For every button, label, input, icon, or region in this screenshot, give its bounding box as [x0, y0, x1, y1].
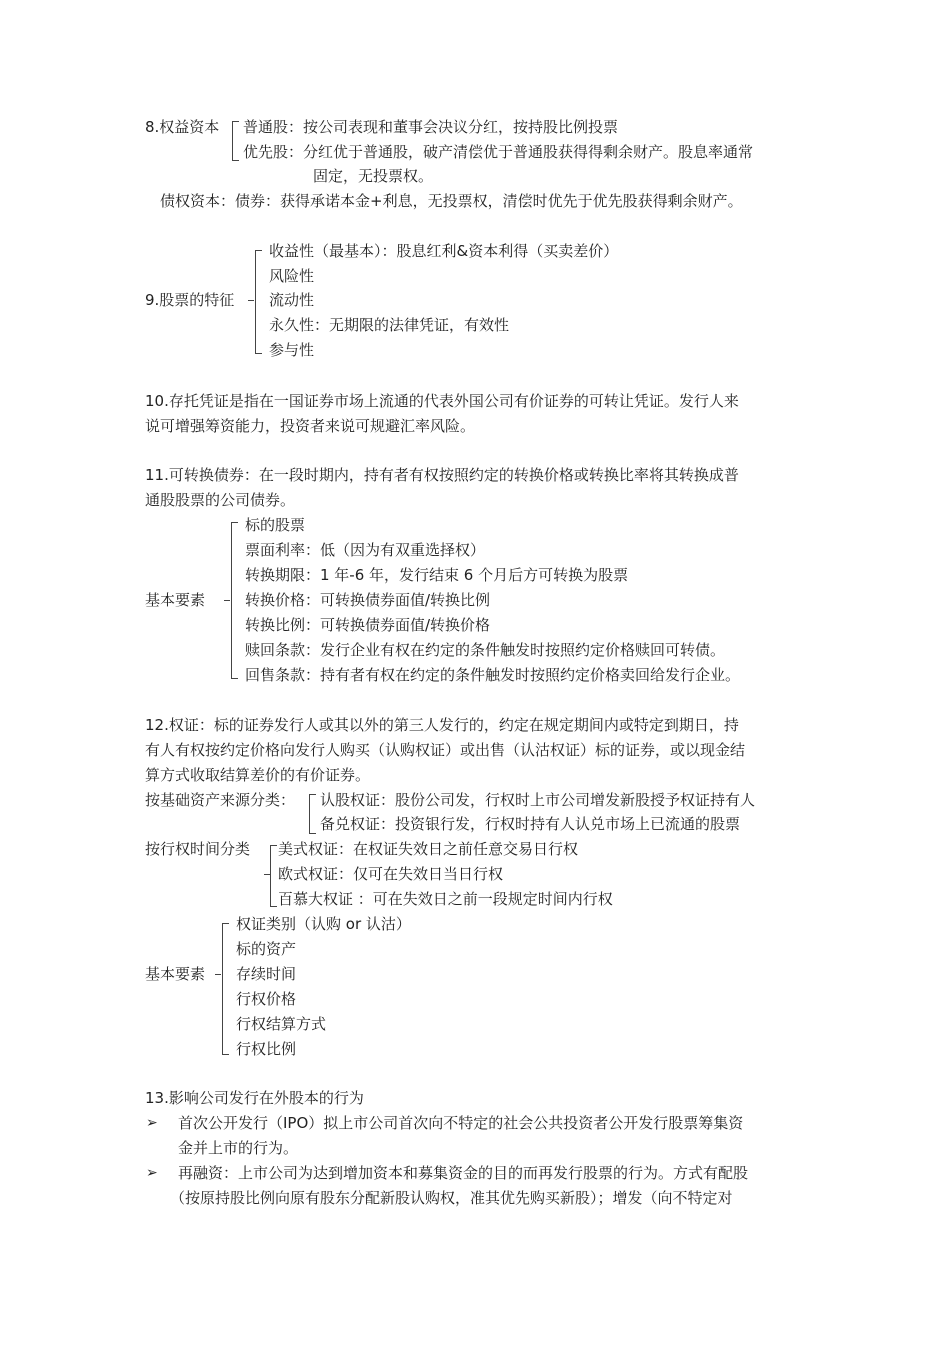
s11-item: 转换比例：可转换债券面值/转换价格: [245, 616, 491, 634]
s8-heading: 8.权益资本: [145, 118, 220, 136]
s11-item: 赎回条款：发行企业有权在约定的条件触发时按照约定价格赎回可转债。: [245, 641, 726, 659]
s11-item: 票面利率：低（因为有双重选择权）: [245, 541, 486, 559]
s12-line-2: 有人有权按约定价格向发行人购买（认购权证）或出售（认沽权证）标的证券，或以现金结: [145, 741, 746, 759]
s12-time-brace: [270, 845, 277, 907]
s8-preferred-stock: 优先股：分红优于普通股，破产清偿优于普通股获得得剩余财产。股息率通常: [243, 143, 754, 161]
s13-bullet-1-line-2: 金并上市的行为。: [178, 1139, 299, 1157]
s12-element-item: 行权价格: [236, 990, 297, 1008]
s12-line-1: 12.权证：标的证券发行人或其以外的第三人发行的，约定在规定期间内或特定到期日，持: [145, 716, 739, 734]
s9-item: 收益性（最基本）：股息红利&资本利得（买卖差价）: [269, 242, 619, 260]
s9-item: 流动性: [269, 291, 315, 309]
s12-source-item: 认股权证：股份公司发，行权时上市公司增发新股授予权证持有人: [320, 791, 756, 809]
s13-bullet-2-line-1: 再融资：上市公司为达到增加资本和募集资金的目的而再发行股票的行为。方式有配股: [178, 1164, 749, 1182]
s9-item: 风险性: [269, 267, 315, 285]
s9-heading: 9.股票的特征: [145, 291, 235, 309]
s11-line-2: 通股股票的公司债券。: [145, 491, 296, 509]
s8-debt-capital: 债权资本：债券：获得承诺本金+利息，无投票权，清偿时优先于优先股获得剩余财产。: [160, 192, 743, 210]
s12-element-item: 行权结算方式: [236, 1015, 327, 1033]
s12-element-item: 标的资产: [236, 940, 297, 958]
s12-source-brace: [309, 794, 316, 834]
s12-source-label: 按基础资产来源分类：: [145, 791, 296, 809]
s12-element-item: 权证类别（认购 or 认沽）: [236, 915, 411, 933]
s12-time-item: 美式权证：在权证失效日之前任意交易日行权: [278, 840, 579, 858]
s10-line-2: 说可增强筹资能力，投资者来说可规避汇率风险。: [145, 417, 476, 435]
s12-elements-brace-tick: [215, 974, 221, 975]
s12-time-label: 按行权时间分类: [145, 840, 251, 858]
s11-brace-tick: [224, 600, 230, 601]
s13-bullet-1-line-1: 首次公开发行（IPO）拟上市公司首次向不特定的社会公共投资者公开发行股票筹集资: [178, 1114, 744, 1132]
s8-preferred-stock-cont: 固定，无投票权。: [313, 167, 434, 185]
s11-brace: [231, 522, 238, 679]
s12-element-item: 行权比例: [236, 1040, 297, 1058]
s12-time-item: 百慕大权证 ：可在失效日之前一段规定时间内行权: [278, 890, 613, 908]
s12-element-item: 存续时间: [236, 965, 297, 983]
s8-brace: [232, 121, 239, 161]
s11-elements-label: 基本要素: [145, 591, 206, 609]
bullet-arrow-icon: ➢: [146, 1165, 158, 1181]
s13-heading: 13.影响公司发行在外股本的行为: [145, 1089, 364, 1107]
s9-item: 永久性：无期限的法律凭证，有效性: [269, 316, 510, 334]
s12-elements-label: 基本要素: [145, 965, 206, 983]
bullet-arrow-icon: ➢: [146, 1115, 158, 1131]
s11-item: 转换价格：可转换债券面值/转换比例: [245, 591, 491, 609]
s12-time-item: 欧式权证：仅可在失效日当日行权: [278, 865, 504, 883]
s8-common-stock: 普通股：按公司表现和董事会决议分红，按持股比例投票: [243, 118, 619, 136]
s10-line-1: 10.存托凭证是指在一国证券市场上流通的代表外国公司有价证券的可转让凭证。发行人来: [145, 392, 739, 410]
s12-time-brace-tick: [264, 874, 270, 875]
s11-item: 标的股票: [245, 516, 306, 534]
s9-brace: [255, 250, 262, 354]
s11-line-1: 11.可转换债券：在一段时期内，持有者有权按照约定的转换价格或转换比率将其转换成普: [145, 466, 739, 484]
s11-item: 回售条款：持有者有权在约定的条件触发时按照约定价格卖回给发行企业。: [245, 666, 741, 684]
s12-source-item: 备兑权证：投资银行发，行权时持有人认兑市场上已流通的股票: [320, 815, 741, 833]
s11-item: 转换期限：1 年-6 年，发行结束 6 个月后方可转换为股票: [245, 566, 629, 584]
s13-bullet-2-line-2: （按原持股比例向原有股东分配新股认购权，准其优先购买新股）；增发（向不特定对: [170, 1189, 733, 1207]
s9-brace-tick: [248, 300, 254, 301]
s12-elements-brace: [222, 923, 229, 1055]
s12-line-3: 算方式收取结算差价的有价证券。: [145, 766, 371, 784]
s9-item: 参与性: [269, 341, 315, 359]
